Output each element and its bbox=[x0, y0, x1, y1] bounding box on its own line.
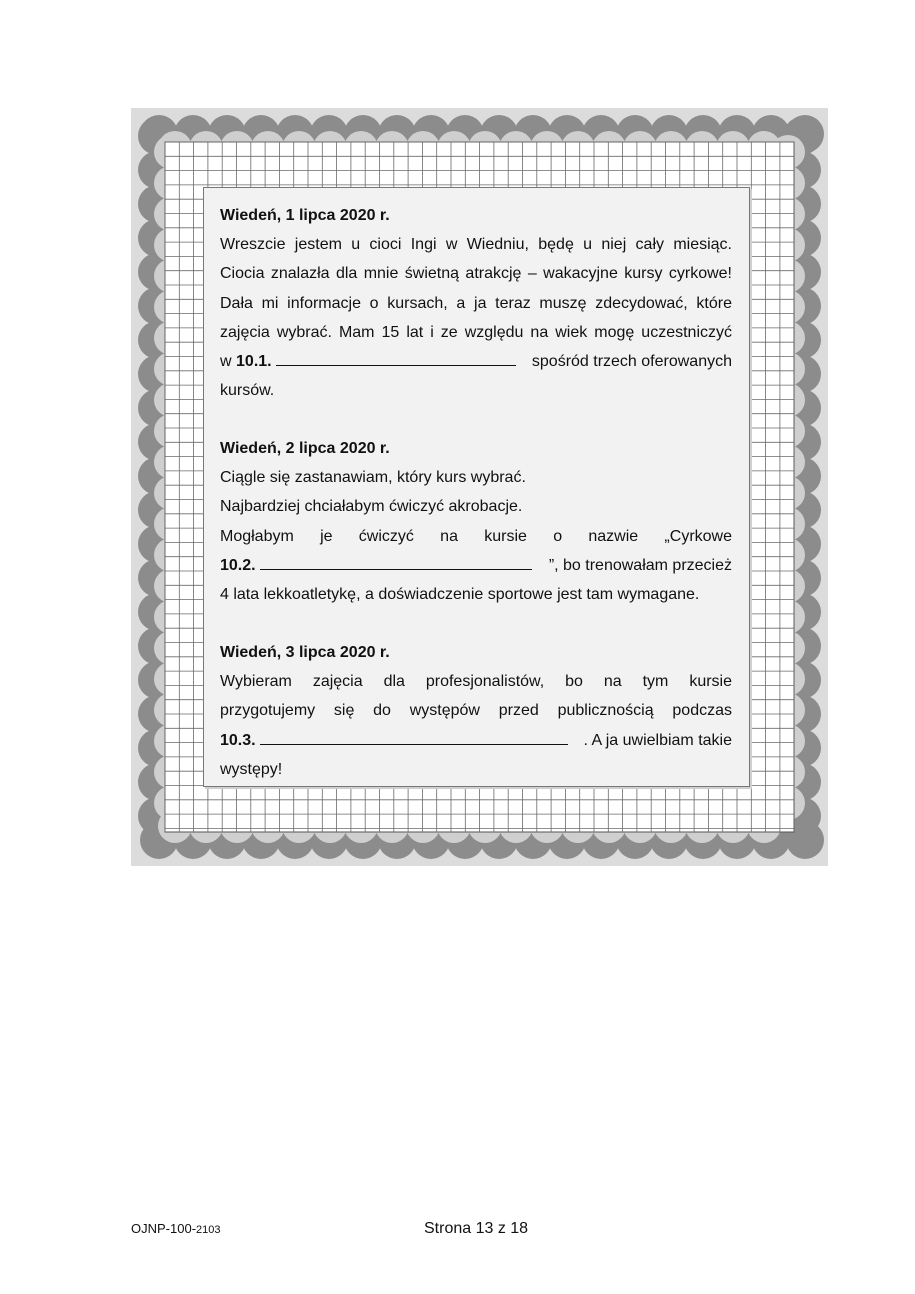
entry-line: Wybieram zajęcia dla profesjonalistów, bo na tym kursie bbox=[220, 673, 732, 691]
answer-blank-10-2[interactable] bbox=[260, 555, 532, 570]
entry-line: Dała mi informacje o kursach, a ja teraz muszę zdecydować, które bbox=[220, 294, 732, 312]
entry-line: zajęcia wybrać. Mam 15 lat i ze względu na wiek mogę uczestniczyć bbox=[220, 323, 732, 341]
gap-suffix: . A ja uwielbiam takie bbox=[583, 731, 732, 749]
entry-date: Wiedeń, 2 lipca 2020 r. bbox=[220, 440, 390, 457]
gap-suffix: spośród trzech oferowanych bbox=[531, 353, 732, 371]
diary-entry-2 bbox=[220, 434, 732, 609]
entry-line: przygotujemy się do występów przed publicznością podczas bbox=[220, 702, 732, 720]
entry-line: Ciocia znalazła dla mnie świetną atrakcję – wakacyjne kursy cyrkowe! bbox=[220, 265, 732, 283]
entry-line: Najbardziej chciałabym ćwiczyć akrobacje. bbox=[220, 498, 523, 516]
entry-line: 4 lata lekkoatletykę, a doświadczenie sportowe jest tam wymagane. bbox=[220, 586, 700, 604]
question-number: 10.2. bbox=[220, 556, 256, 574]
diary-entry-1 bbox=[220, 201, 732, 405]
gap-prefix: w bbox=[220, 353, 232, 371]
exam-code bbox=[131, 1221, 221, 1236]
entry-date: Wiedeń, 3 lipca 2020 r. bbox=[220, 644, 390, 661]
gap-suffix: ”, bo trenowałam przecież bbox=[548, 556, 732, 574]
gap-line-10-1 bbox=[220, 347, 732, 376]
gap-line-10-3 bbox=[220, 726, 732, 755]
answer-blank-10-1[interactable] bbox=[276, 351, 516, 366]
question-number: 10.1. bbox=[236, 353, 272, 371]
exam-code-main: OJNP-100- bbox=[131, 1221, 197, 1236]
question-number: 10.3. bbox=[220, 731, 256, 749]
page-number: Strona 13 z 18 bbox=[424, 1220, 529, 1237]
diary-entry-3 bbox=[220, 638, 732, 784]
entry-line: występy! bbox=[220, 760, 283, 778]
answer-blank-10-3[interactable] bbox=[260, 730, 568, 745]
gap-line-10-2 bbox=[220, 551, 732, 580]
entry-line: Wreszcie jestem u cioci Ingi w Wiedniu, będę u niej cały miesiąc. bbox=[220, 236, 732, 254]
entry-line: Ciągle się zastanawiam, który kurs wybrać. bbox=[220, 469, 526, 487]
entry-date: Wiedeń, 1 lipca 2020 r. bbox=[220, 207, 390, 224]
exam-code-suffix: 2103 bbox=[196, 1224, 221, 1236]
entry-line: Mogłabym je ćwiczyć na kursie o nazwie „Cyrkowe bbox=[220, 527, 732, 545]
entry-line: kursów. bbox=[220, 382, 275, 400]
